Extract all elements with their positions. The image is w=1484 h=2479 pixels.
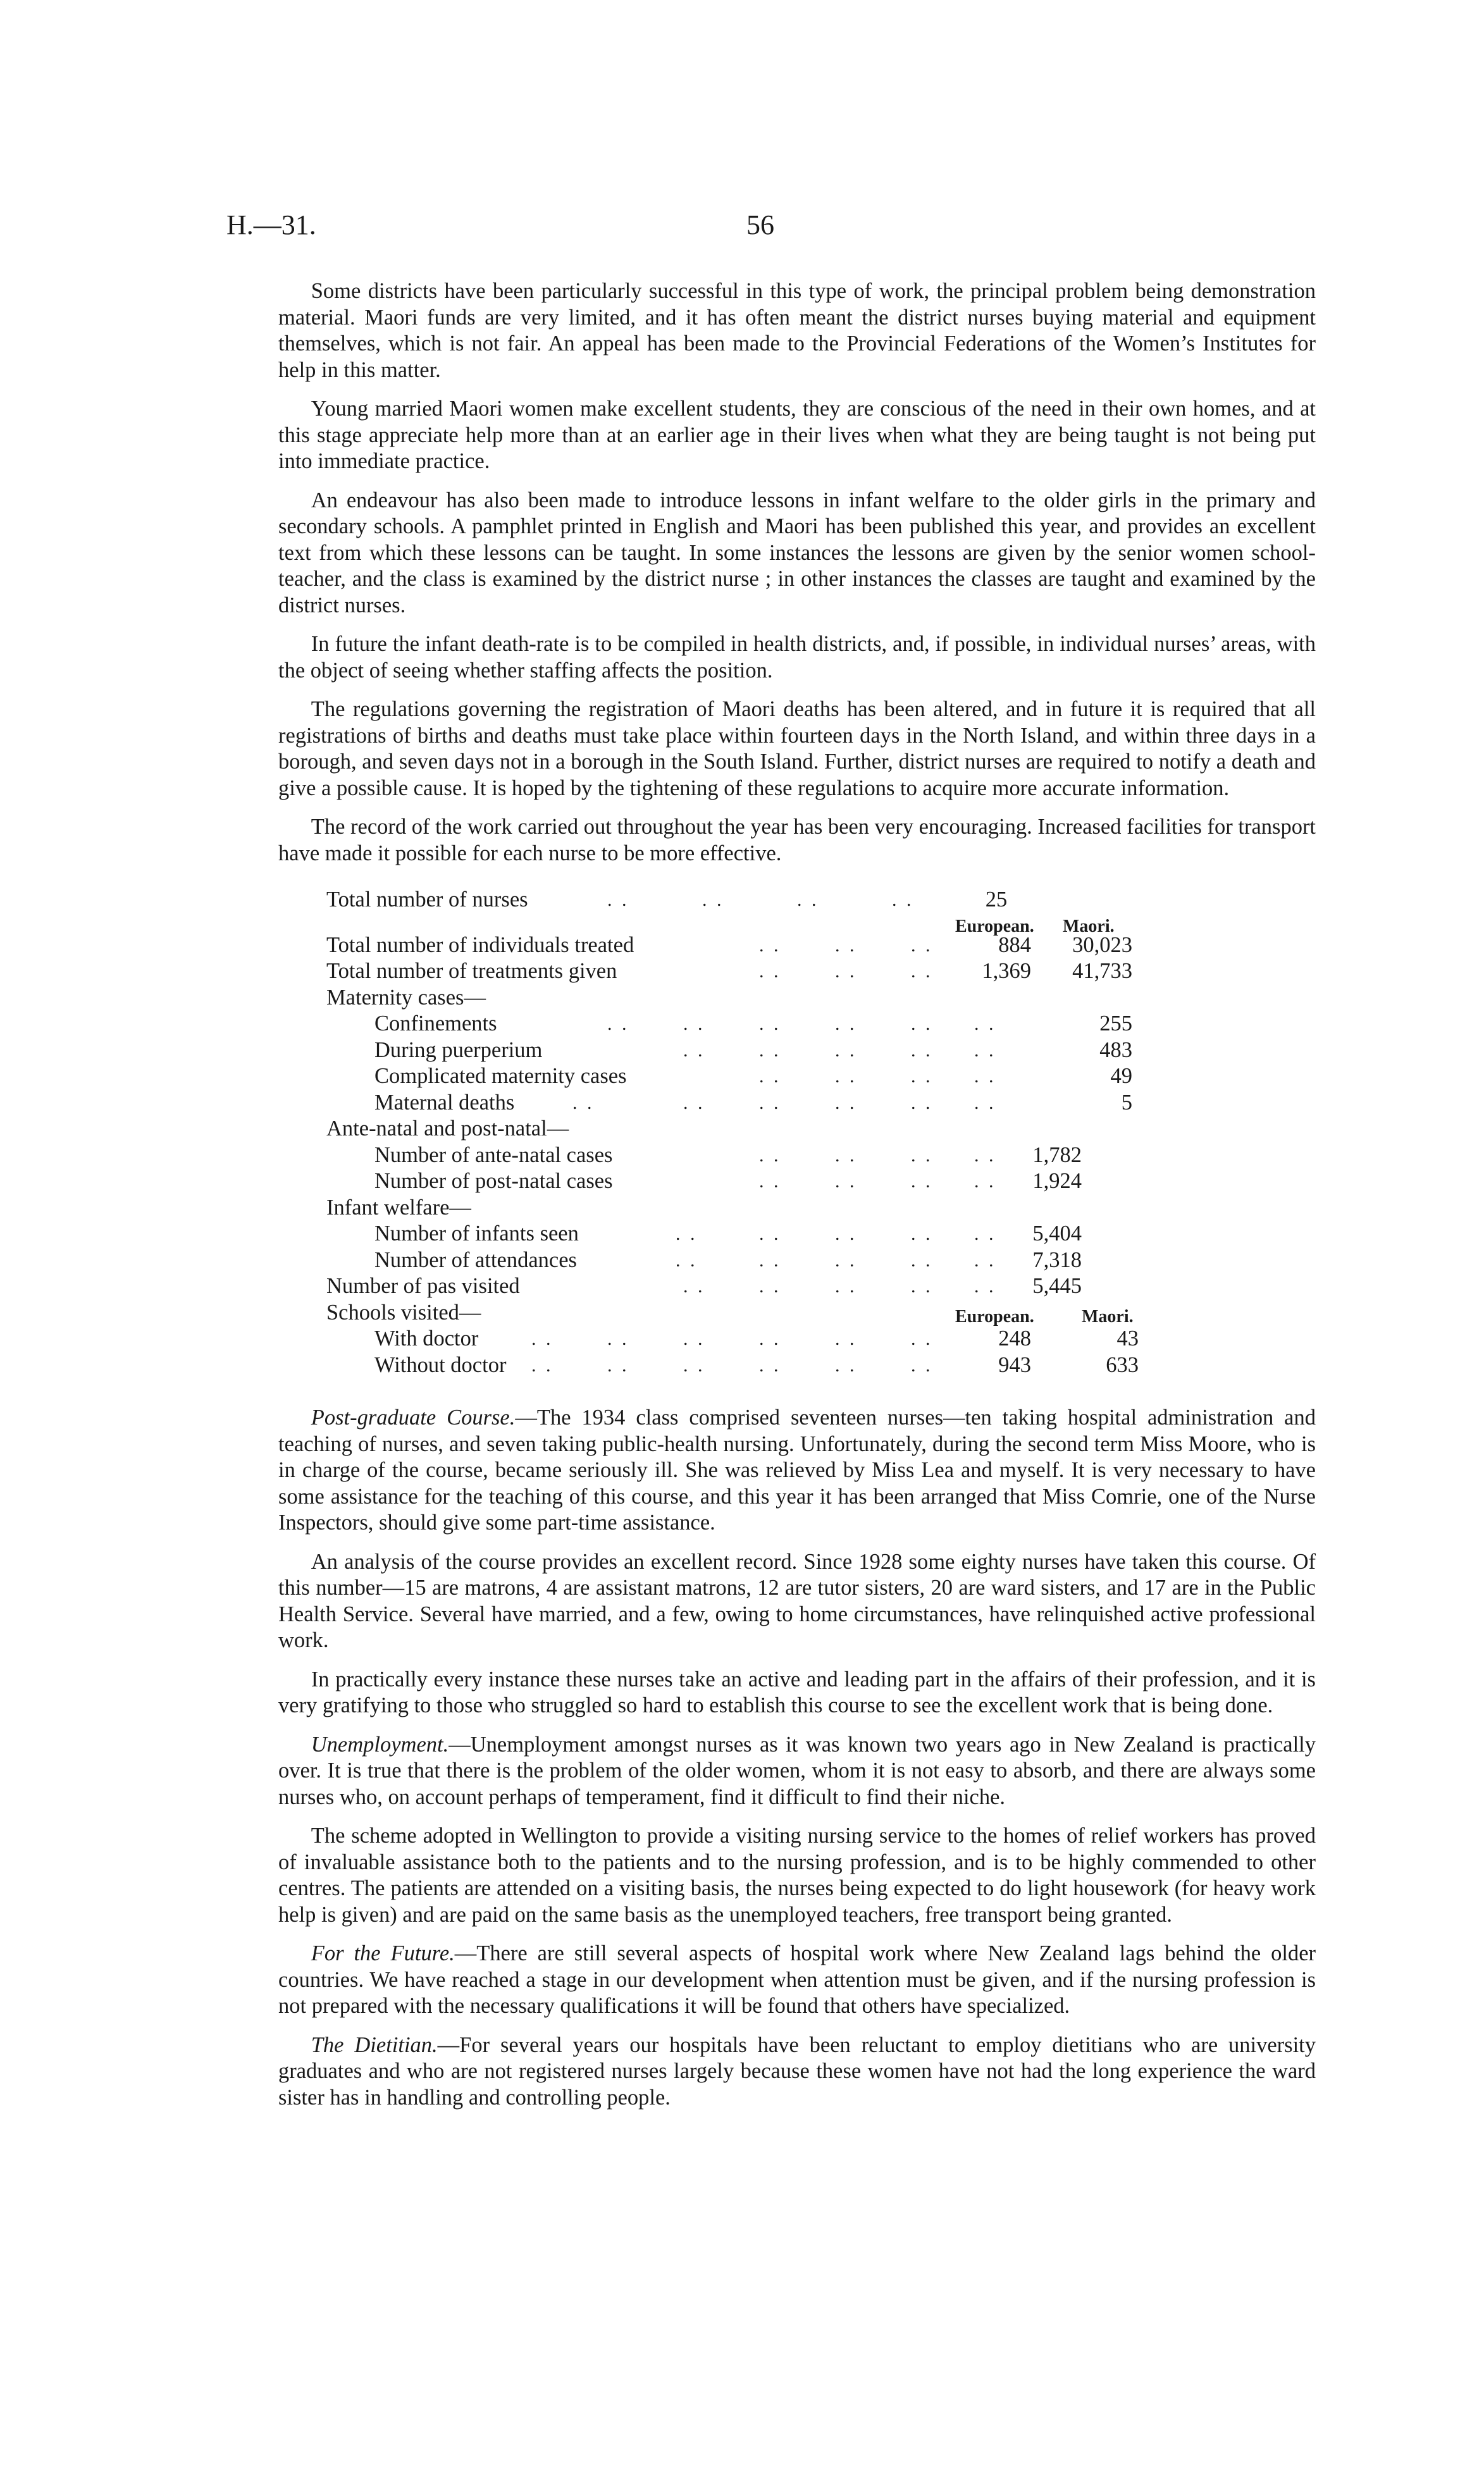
row-with-doctor: With doctor . . . . . . . . . . . . 248 43: [374, 1326, 1139, 1351]
paragraph-infant-welfare-lessons: An endeavour has also been made to introduce lessons in infant welfare to the older girls in the primary and secondary schools. A pamphlet printed in English and Maori has been published this year, and provides an excellent text from which these lessons can be taught. In some instances the lessons are given by the senior women school-teacher, and the class is examined by the district nurse ; in other instances the classes are taught and examined by the district nurses.: [278, 488, 1316, 617]
row-infant-heading: Infant welfare—: [326, 1195, 471, 1220]
row-individuals-treated: Total number of individuals treated . . . . . . 884 30,023: [326, 932, 1132, 957]
row-column-heads: European. Maori.: [955, 916, 1115, 936]
paragraph-leading-part: In practically every instance these nurses take an active and leading part in the affairs of their profession, and it is very gratifying to those who struggled so hard to establish this course to see the excellent work that is being done.: [278, 1667, 1316, 1717]
future-title: For the Future.: [311, 1941, 455, 1965]
paragraph-death-registration: The regulations governing the registration of Maori deaths has been altered, and in future it is required that all registrations of births and deaths must take place within fourteen days in the North Island, and within three days in a borough, and seven days not in a borough in the South Island. Further, district nurses are required to notify a death and give a possible cause. It is hoped by the tightening of these regulations to acquire more accurate information.: [278, 697, 1316, 800]
row-confinements: Confinements . . . . . . . . . . . . 255: [374, 1011, 1132, 1035]
dietitian-title: The Dietitian.: [311, 2032, 438, 2057]
paragraph-for-the-future: For the Future.—There are still several aspects of hospital work where New Zealand lags behind the older countries. We have reached a stage in our development when attention must be given, and if the nursing profession is not prepared with the necessary qualifications it will be found that others have specialized.: [278, 1941, 1316, 2018]
document-reference: H.—31.: [226, 209, 316, 240]
row-schools-heading: Schools visited— European. Maori.: [326, 1300, 1134, 1326]
page-body: [278, 278, 1316, 2124]
paragraph-work-record: The record of the work carried out throughout the year has been very encouraging. Increased facilities for transport have made it possible for each nurse to be more effective.: [278, 815, 1316, 865]
row-pas-visited: Number of pas visited . . . . . . . . . . 5,445: [326, 1274, 1082, 1298]
paragraph-wellington-scheme: The scheme adopted in Wellington to provide a visiting nursing service to the homes of relief workers has proved of invaluable assistance both to the patients and to the nursing profession, and is to be highly commended to other centres. The patients are attended on a visiting basis, the nurses being expected to do light housework (for heavy work help is given) and are paid on the same basis as the unemployed teachers, free transport being granted.: [278, 1824, 1316, 1927]
row-maternal-deaths: Maternal deaths . . . . . . . . . . . . 5: [374, 1090, 1132, 1115]
page-number: 56: [746, 209, 774, 240]
postgraduate-title: Post-graduate Course.: [311, 1406, 516, 1430]
row-without-doctor: Without doctor . . . . . . . . . . . . 943 633: [374, 1352, 1139, 1377]
paragraph-demonstration-material: Some districts have been particularly successful in this type of work, the principal problem being demonstration material. Maori funds are very limited, and it has often meant the district nurses buying material and equipment themselves, which is not fair. An appeal has been made to the Provincial Federations of the Women’s Institutes for help in this matter.: [278, 279, 1316, 382]
row-total-nurses: Total number of nurses . . . . . . . . 25: [326, 887, 1008, 912]
row-antenatal-heading: Ante-natal and post-natal—: [326, 1116, 569, 1141]
paragraph-postgraduate-course: Post-graduate Course.—The 1934 class comprised seventeen nurses—ten taking hospital administration and teaching of nurses, and seven taking public-health nursing. Unfortunately, during the second term Miss Moore, who is in charge of the course, became seriously ill. She was relieved by Miss Lea and myself. It is very necessary to have some assistance for the teaching of this course, and this year it has been arranged that Miss Comrie, one of the Nurse Inspectors, should give some part-time assistance.: [278, 1406, 1316, 1535]
page-header: [0, 209, 1484, 253]
row-complicated-cases: Complicated maternity cases . . . . . . . . 49: [374, 1064, 1132, 1088]
paragraph-unemployment: Unemployment.—Unemployment amongst nurses as it was known two years ago in New Zealand is practically over. It is true that there is the problem of the older women, whom it is not easy to absorb, and there are always some nurses who, on account perhaps of temperament, find it difficult to find their niche.: [278, 1732, 1316, 1809]
paragraph-dietitian: The Dietitian.—For several years our hospitals have been reluctant to employ dietitians who are university graduates and who are not registered nurses largely because these women have not had the long experience the ward sister has in handling and controlling people.: [278, 2032, 1316, 2110]
row-antenatal-cases: Number of ante-natal cases . . . . . . . . 1,782: [374, 1142, 1082, 1167]
row-attendances: Number of attendances . . . . . . . . . . 7,318: [374, 1247, 1082, 1272]
statistics-table: [278, 887, 1316, 1378]
paragraph-young-married-women: Young married Maori women make excellent students, they are conscious of the need in their own homes, and at this stage appreciate help more than at an earlier age in their lives when what they are being taught is not being put into immediate practice.: [278, 397, 1316, 473]
row-maternity-heading: Maternity cases—: [326, 985, 486, 1010]
row-puerperium: During puerperium . . . . . . . . . . 483: [374, 1037, 1132, 1062]
paragraph-infant-death-rate: In future the infant death-rate is to be compiled in health districts, and, if possible, in individual nurses’ areas, with the object of seeing whether staffing affects the position.: [278, 632, 1316, 683]
unemployment-title: Unemployment.: [311, 1732, 449, 1757]
row-infants-seen: Number of infants seen . . . . . . . . . . 5,404: [374, 1221, 1082, 1246]
paragraph-course-analysis: An analysis of the course provides an excellent record. Since 1928 some eighty nurses have taken this course. Of this number—15 are matrons, 4 are assistant matrons, 12 are tutor sisters, 20 are ward sisters, and 17 are in the Public Health Service. Several have married, and a few, owing to home circumstances, have relinquished active professional work.: [278, 1549, 1316, 1652]
row-treatments-given: Total number of treatments given . . . . . . 1,369 41,733: [326, 959, 1132, 983]
row-postnatal-cases: Number of post-natal cases . . . . . . . . 1,924: [374, 1169, 1082, 1193]
